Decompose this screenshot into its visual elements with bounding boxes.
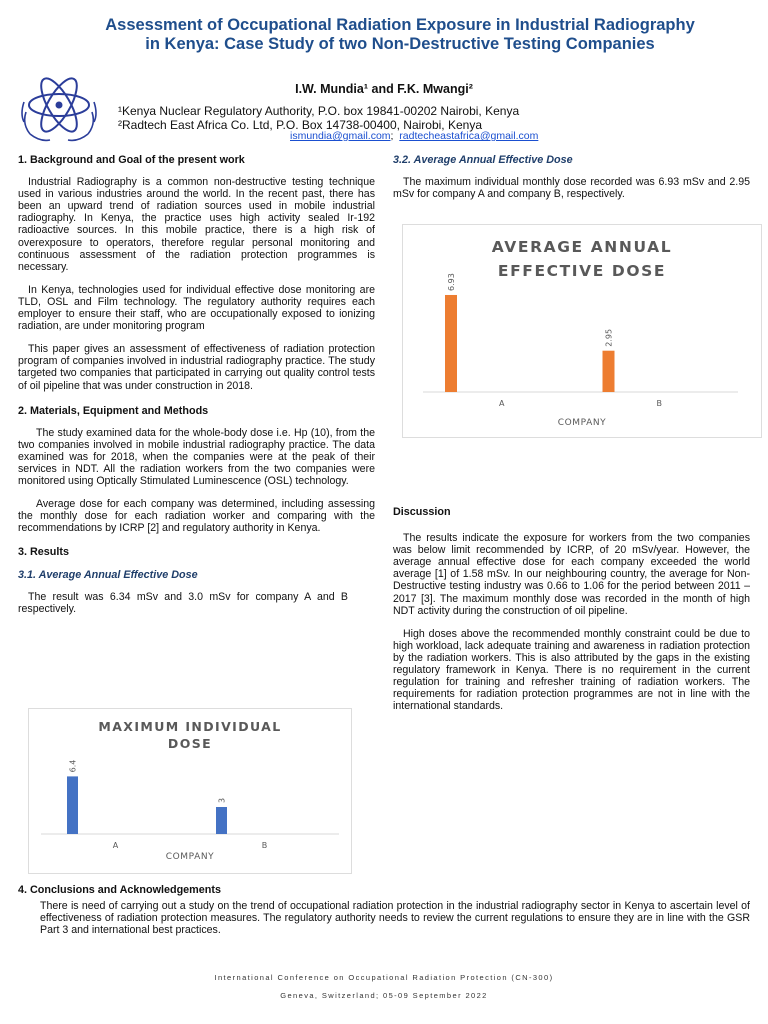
conclusions-paragraph: There is need of carrying out a study on the trend of occupational radiation protection in the industrial radiography sector in Kenya to ascertain level of effectiveness of radiation protection measures. The regulatory authority needs to review the current regulations to ensure they are in line with the GSR Part 3 and international best practices. [40,900,750,937]
x-axis-label: COMPANY [557,418,607,428]
results-subheading-1: 3.1. Average Annual Effective Dose [18,568,198,581]
chart-title-line-1: MAXIMUM INDIVIDUAL [98,719,282,734]
atom-logo-icon [16,62,102,148]
data-label-A: 6.4 [68,759,78,773]
bar-B [603,351,615,392]
conclusions-heading: 4. Conclusions and Acknowledgements [18,884,221,896]
results-paragraph-2: The maximum individual monthly dose recorded was 6.93 mSv and 2.95 mSv for company A and company B, respectively. [393,176,750,201]
average-annual-dose-chart [402,224,762,438]
background-paragraph-1: Industrial Radiography is a common non-destructive testing technique used in various industries around the world. In the recent past, there has been an upward trend of radiation sources used in mobile industrial radiography. In Kenya, the practice uses high activity sealed Ir-192 radioactive sources. In this mobile practice, there is a high risk of overexposure to operators, therefore regular personal monitoring and continuous assessment of the radiation protection programmes is necessary. [18,176,375,273]
methods-heading: 2. Materials, Equipment and Methods [18,404,209,417]
x-axis-label: COMPANY [165,852,215,862]
results-heading: 3. Results [18,546,70,559]
data-label-B: 2.95 [604,328,614,347]
right-column-top [393,154,750,211]
results-subheading-2: 3.2. Average Annual Effective Dose [393,154,573,166]
email-link-2[interactable]: radtecheastafrica@gmail.com [399,130,539,142]
right-column-bottom [393,506,750,723]
average-annual-dose-svg [403,225,761,437]
discussion-heading: Discussion [393,506,451,518]
category-label-B: B [261,841,268,850]
chart-title-line-2: DOSE [167,736,213,751]
footer-conference: International Conference on Occupational Radiation Protection (CN-300) [214,973,554,982]
email-link-1[interactable]: ismundia@gmail.com [290,130,391,142]
methods-paragraph-1: The study examined data for the whole-body dose i.e. Hp (10), from the two companies involved in mobile industrial radiography practice. The data examined was for 2018, when the companies were at the peak of their services in NDT. All the radiation workers from the two companies were monitored using Optically Stimulated Luminescence (OSL) technology. [18,426,375,488]
poster-title: Assessment of Occupational Radiation Exposure in Industrial Radiography in Kenya: Case Study of two Non-Destructive Testing Companies [105,16,695,53]
category-label-B: B [656,399,662,408]
results-paragraph-1: The result was 6.34 mSv and 3.0 mSv for company A and B respectively. [18,590,348,615]
data-label-A: 6.93 [447,273,456,291]
max-individual-dose-svg [29,709,351,873]
discussion-paragraph-1: The results indicate the exposure for workers from the two companies was below limit recommended by ICRP, of 20 mSv/year. However, the average annual effective dose for each company exceeded the world average [1] of 1.58 mSv. In our neighbouring country, the average for Non-Destructive testing industry was 0.66 to 1.06 for the period between 2011 – 2017 [3]. The maximum monthly dose was recorded in the month of high NDT activity during the construction of oil pipeline. [393,532,750,617]
category-label-A: A [499,399,505,408]
background-paragraph-3: This paper gives an assessment of effectiveness of radiation protection program of companies involved in industrial radiography practice. The study targeted two companies that participated in carrying out quality control tests of oil pipeline that was under construction in 2018. [18,343,375,392]
category-label-A: A [112,841,119,850]
methods-paragraph-2: Average dose for each company was determined, including assessing the monthly dose for each radiation worker and comparing with the recommendations by ICRP [2] and regulatory authority in Kenya. [18,498,375,535]
emails [290,130,538,142]
background-paragraph-2: In Kenya, technologies used for individual effective dose monitoring are TLD, OSL and Film technology. The regulatory authority requires each employer to ensure their staff, who are occupationally exposed to ionizing radiation, are under monitoring program [18,283,375,333]
chart-title-line-2: EFFECTIVE DOSE [497,262,667,280]
bar-B [216,807,227,834]
email-separator: ; [390,130,394,142]
bar-A [67,776,78,834]
footer-location: Geneva, Switzerland; 05-09 September 2022 [280,991,488,1000]
bar-A [445,295,457,392]
affiliation-1: ¹Kenya Nuclear Regulatory Authority, P.O. box 19841-00202 Nairobi, Kenya [118,104,520,118]
chart-title-line-1: AVERAGE ANNUAL [491,238,673,256]
max-individual-dose-chart [28,708,352,874]
background-heading: 1. Background and Goal of the present work [18,154,245,166]
discussion-paragraph-2: High doses above the recommended monthly constraint could be due to high workload, lack adequate training and awareness in radiation protection by the radiation workers. This is also attributed by the gaps in the existing regulatory framework in Kenya. There is no requirement in the current regulation for training and refresher training of radiation workers. The requirements for radiation protection programmes are not in line with the international standards. [393,627,750,713]
authors: I.W. Mundia¹ and F.K. Mwangi² [295,82,473,96]
data-label-B: 3 [217,797,227,803]
affiliation-2: ²Radtech East Africa Co. Ltd, P.O. Box 14738-00400, Nairobi, Kenya [118,118,482,132]
left-column [18,154,375,626]
conclusions-section [18,884,750,936]
